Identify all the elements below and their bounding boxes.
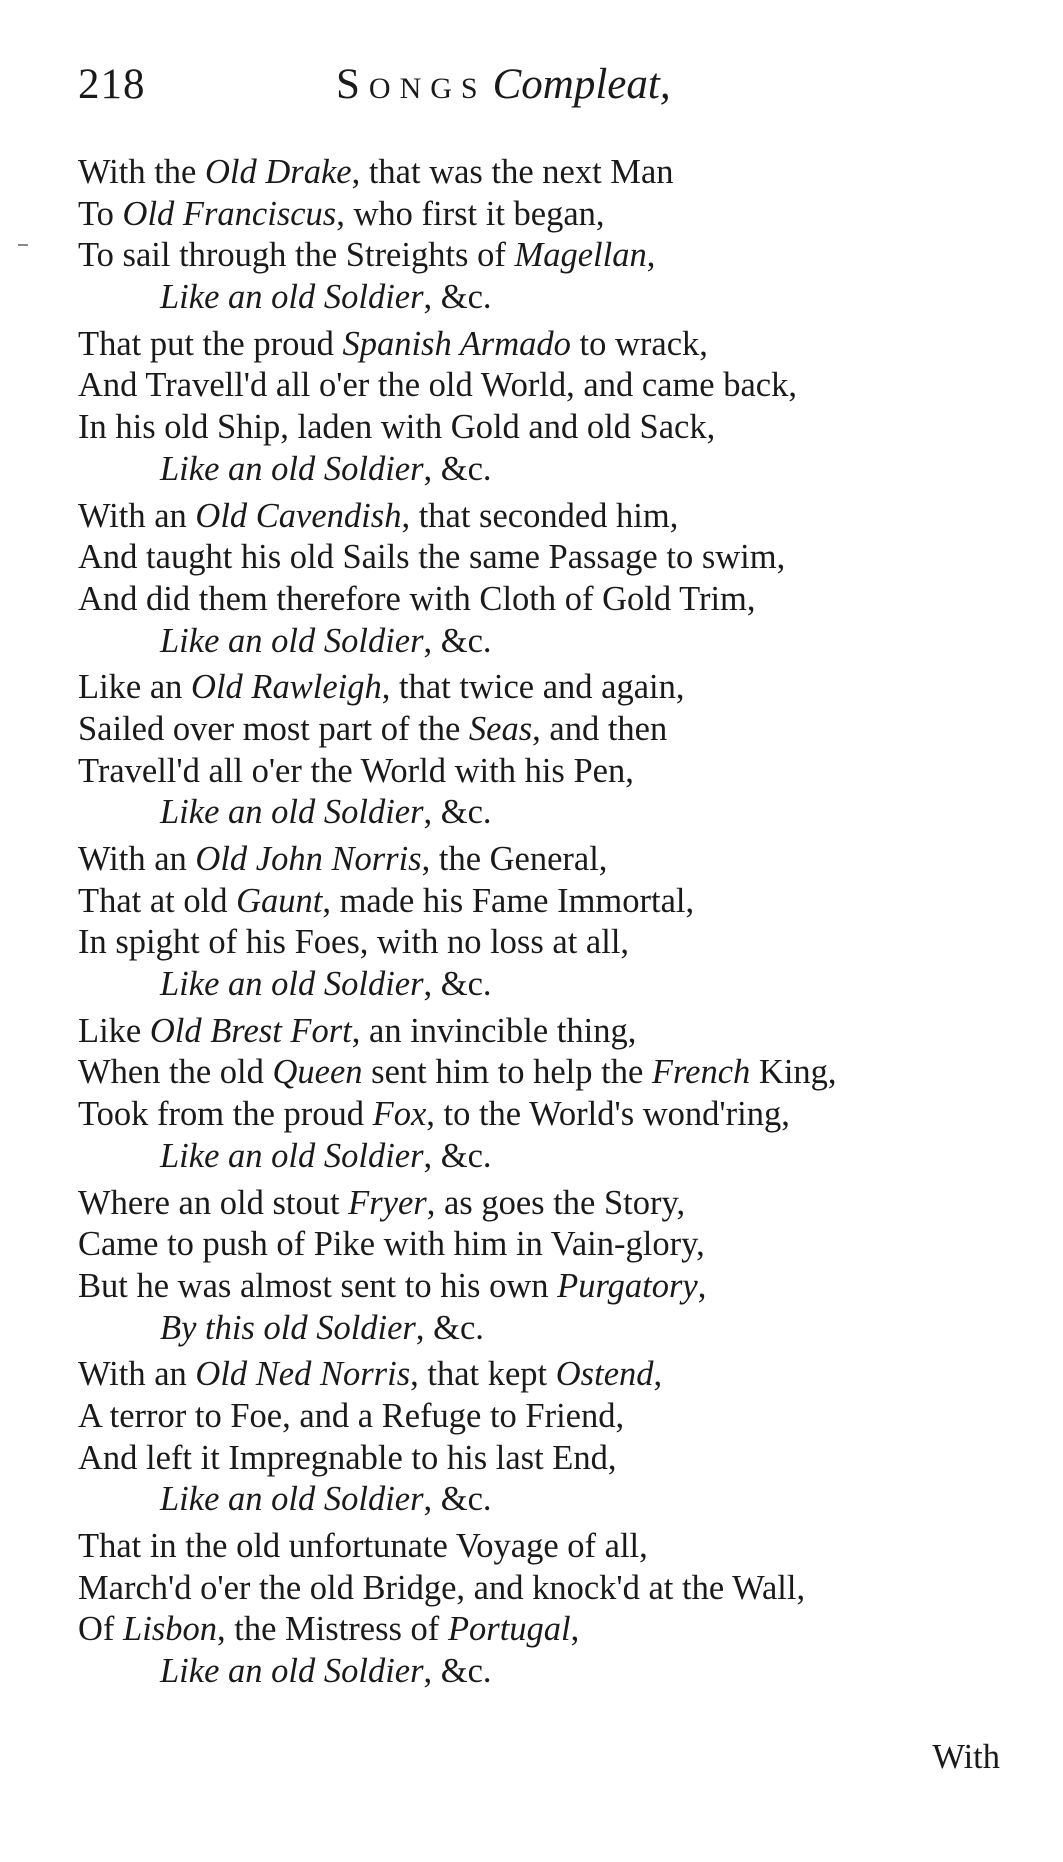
stanza (78, 496, 1018, 663)
text-segment: , &c. (423, 278, 492, 317)
verse-line (78, 579, 1018, 621)
refrain-line (78, 1479, 1018, 1521)
italic-text: Like an old Soldier (160, 449, 424, 488)
text-segment: , as goes the Story, (426, 1183, 686, 1222)
italic-text: Old Cavendish (195, 496, 402, 535)
text-segment: Like (78, 1011, 150, 1050)
text-segment: With an (78, 1355, 196, 1394)
text-segment: In his old Ship, laden with Gold and old Sack, (78, 408, 716, 447)
stanza (78, 1526, 1018, 1693)
italic-text: By this old Soldier (160, 1308, 416, 1347)
italic-text: Old Brest Fort (149, 1011, 352, 1050)
text-segment: , that twice and again, (381, 668, 685, 707)
italic-text: Purgatory (557, 1266, 698, 1305)
text-segment: , the Mistress of (216, 1610, 448, 1649)
text-segment: And left it Impregnable to his last End, (78, 1438, 617, 1477)
italic-text: Magellan (514, 236, 647, 275)
verse-line (78, 324, 1018, 366)
verse-line (78, 1094, 1018, 1136)
text-segment: That in the old unfortunate Voyage of all, (78, 1527, 648, 1565)
text-segment: , &c. (423, 1652, 492, 1691)
text-segment: , (646, 236, 656, 275)
italic-text: Like an old Soldier (160, 1652, 424, 1691)
italic-text: Queen (272, 1053, 363, 1092)
text-segment: When the old (78, 1053, 273, 1092)
verse-line (78, 537, 1018, 579)
text-segment: , and then (532, 709, 668, 748)
text-segment: , &c. (423, 1136, 492, 1175)
verse-line (78, 709, 1018, 751)
text-segment: , &c. (423, 449, 492, 488)
italic-text: Fryer (348, 1183, 427, 1222)
text-segment: , made his Fame Immortal, (322, 881, 695, 920)
text-segment: March'd o'er the old Bridge, and knock'd at the Wall, (78, 1568, 806, 1607)
verse-line (78, 1396, 1018, 1438)
italic-text: Like an old Soldier (160, 1136, 424, 1175)
text-segment: Travell'd all o'er the World with his Pen, (78, 751, 634, 790)
text-segment: , that kept (410, 1355, 556, 1394)
text-segment: , (653, 1355, 663, 1394)
italic-text: Like an old Soldier (160, 965, 424, 1004)
text-segment: And taught his old Sails the same Passage to swim, (78, 538, 786, 577)
verse-line (78, 1266, 1018, 1308)
verse-line (78, 751, 1018, 793)
italic-text: Like an old Soldier (160, 1480, 424, 1519)
text-segment: Where an old stout (78, 1183, 349, 1222)
verse-line (78, 1438, 1018, 1480)
text-segment: , &c. (423, 793, 492, 832)
running-title-italic: Compleat, (492, 61, 671, 108)
page-header (78, 60, 798, 120)
text-segment: Came to push of Pike with him in Vain-glory, (78, 1225, 705, 1264)
text-segment: Sailed over most part of the (78, 709, 469, 748)
verse-line (78, 1052, 1018, 1094)
stanza (78, 839, 1018, 1006)
text-segment: With an (78, 840, 196, 878)
text-segment: sent him to help the (362, 1053, 652, 1092)
text-segment: That put the proud (78, 324, 343, 363)
text-segment: Like an (78, 668, 192, 707)
stanza (78, 324, 1018, 491)
running-title-word: Songs (336, 61, 487, 108)
catchword: With (932, 1738, 1000, 1776)
text-segment: , that seconded him, (401, 496, 679, 535)
italic-text: Like an old Soldier (160, 621, 424, 660)
italic-text: French (651, 1053, 751, 1092)
verse-line (78, 152, 1018, 194)
text-segment: , &c. (423, 621, 492, 660)
verse-line (78, 407, 1018, 449)
stanza (78, 152, 1018, 319)
text-segment: A terror to Foe, and a Refuge to Friend, (78, 1396, 625, 1435)
text-segment: , an invincible thing, (351, 1011, 637, 1050)
text-segment: To (78, 194, 123, 233)
verse-line (78, 235, 1018, 277)
text-segment: Of (78, 1610, 124, 1649)
verse-line (78, 1526, 1018, 1568)
stanza (78, 1354, 1018, 1521)
refrain-line (78, 792, 1018, 834)
verse-line (78, 1568, 1018, 1610)
text-segment: That at old (78, 881, 237, 920)
verse-line (78, 1609, 1018, 1651)
verse-line (78, 667, 1018, 709)
text-segment: to wrack, (570, 324, 708, 363)
running-title (336, 60, 671, 109)
page-number: 218 (78, 61, 146, 108)
text-segment: But he was almost sent to his own (78, 1266, 558, 1305)
italic-text: Gaunt (236, 881, 323, 920)
text-segment: , that was the next Man (351, 153, 674, 191)
refrain-line (78, 277, 1018, 319)
verse-line (78, 1354, 1018, 1396)
text-segment: , the General, (421, 840, 608, 878)
verse-line (78, 1224, 1018, 1266)
refrain-line (78, 621, 1018, 663)
text-segment: , to the World's wond'ring, (426, 1095, 790, 1134)
song-stanzas (78, 152, 1018, 1698)
text-segment: , (570, 1610, 580, 1649)
refrain-line (78, 1651, 1018, 1693)
italic-text: Old Ned Norris (195, 1355, 411, 1394)
text-segment: , who first it began, (336, 194, 605, 233)
italic-text: Seas (468, 709, 533, 748)
refrain-line (78, 1308, 1018, 1350)
stanza (78, 1183, 1018, 1350)
verse-line (78, 194, 1018, 236)
verse-line (78, 496, 1018, 538)
text-segment: King, (750, 1053, 837, 1092)
text-segment: To sail through the Streights of (78, 236, 515, 275)
italic-text: Portugal (447, 1610, 571, 1649)
italic-text: Old Drake (205, 153, 352, 191)
refrain-line (78, 1136, 1018, 1178)
margin-mark (18, 244, 28, 246)
text-segment: , &c. (423, 1480, 492, 1519)
verse-line (78, 365, 1018, 407)
text-segment: , &c. (415, 1308, 484, 1347)
text-segment: And Travell'd all o'er the old World, and came back, (78, 366, 797, 405)
stanza (78, 1011, 1018, 1178)
verse-line (78, 881, 1018, 923)
italic-text: Old Rawleigh (191, 668, 382, 707)
text-segment: With an (78, 496, 196, 535)
refrain-line (78, 964, 1018, 1006)
verse-line (78, 1011, 1018, 1053)
italic-text: Like an old Soldier (160, 793, 424, 832)
text-segment: And did them therefore with Cloth of Gold Trim, (78, 579, 756, 618)
italic-text: Spanish Armado (342, 324, 571, 363)
verse-line (78, 839, 1018, 881)
italic-text: Old Franciscus (122, 194, 337, 233)
verse-line (78, 922, 1018, 964)
text-segment: With the (78, 153, 205, 191)
italic-text: Fox (372, 1095, 427, 1134)
italic-text: Old John Norris (195, 840, 422, 878)
text-segment: , &c. (423, 965, 492, 1004)
stanza (78, 667, 1018, 834)
italic-text: Ostend (555, 1355, 654, 1394)
refrain-line (78, 449, 1018, 491)
verse-line (78, 1183, 1018, 1225)
text-segment: Took from the proud (78, 1095, 373, 1134)
text-segment: In spight of his Foes, with no loss at all, (78, 923, 630, 962)
italic-text: Like an old Soldier (160, 278, 424, 317)
text-segment: , (697, 1266, 707, 1305)
italic-text: Lisbon (123, 1610, 217, 1649)
